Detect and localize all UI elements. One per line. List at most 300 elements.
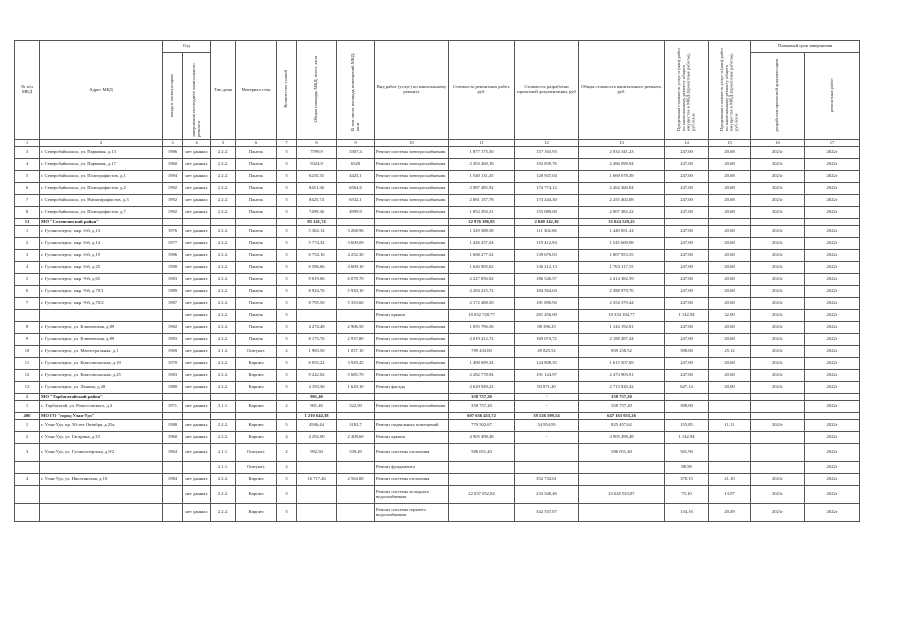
header-total-cost: Общая стоимость капитального ремонта, руб. (579, 41, 665, 140)
table-cell: 6564,6 (337, 183, 375, 195)
table-cell: 2 019 412,72 (449, 334, 515, 346)
table-cell: 2021г (751, 420, 805, 432)
table-cell: 1 210 644,38 (297, 413, 337, 420)
table-cell: Ремонт подвальных помещений (375, 420, 449, 432)
table-cell: 1986 (163, 147, 183, 159)
table-cell: 6 754,16 (297, 250, 337, 262)
table-cell (183, 413, 211, 420)
table-cell: 539,20 (337, 444, 375, 462)
table-cell: 2.2.2. (211, 370, 236, 382)
table-cell: 1980 (163, 382, 183, 394)
table-cell: 2022г (805, 262, 860, 274)
table-row (15, 298, 860, 310)
table-cell: 2022г (805, 298, 860, 310)
table-cell: 4 193,36 (297, 382, 337, 394)
table-cell: 32 976 386,95 (449, 219, 515, 226)
table-cell: 247,00 (665, 238, 709, 250)
table-cell: 20,68 (709, 147, 751, 159)
table-cell: 1983 (163, 274, 183, 286)
table-cell: 6 (15, 286, 40, 298)
table-cell: 1986 (163, 250, 183, 262)
table-cell: 358 757,20 (449, 394, 515, 401)
table-cell: 20,00 (709, 382, 751, 394)
table-cell: 1 807 953,55 (579, 250, 665, 262)
table-cell: 2021г (751, 322, 805, 334)
table-row (15, 171, 860, 183)
table-cell: нет данных (183, 298, 211, 310)
table-cell: г. Гусиноозерск, мкр. 9-й, д.70/1 (40, 286, 163, 298)
table-cell: 186 526,57 (515, 274, 579, 286)
table-cell: 5 (277, 207, 297, 219)
column-number: 16 (751, 140, 805, 147)
table-cell: Панель (236, 195, 277, 207)
table-cell: 2022г (805, 274, 860, 286)
table-cell: 5 (277, 195, 297, 207)
table-cell: 5 (277, 334, 297, 346)
table-cell: г. Северобайкальск, ул. Полиграфистов, д.2 (40, 183, 163, 195)
table-row (15, 238, 860, 250)
table-cell: Кирпич (236, 486, 277, 504)
table-cell: 5 333,60 (337, 298, 375, 310)
group-total-row (15, 394, 860, 401)
table-cell: 13 (15, 382, 40, 394)
table-cell: 6 586,66 (297, 262, 337, 274)
table-cell: 1976 (163, 226, 183, 238)
table-cell: 5 (15, 274, 40, 286)
table-cell: 2.2.2. (211, 358, 236, 370)
column-number: 15 (709, 140, 751, 147)
table-cell (751, 394, 805, 401)
table-cell: 169 074,72 (515, 334, 579, 346)
table-cell: 2022г (805, 462, 860, 474)
table-cell: нет данных (183, 183, 211, 195)
table-cell (337, 504, 375, 522)
table-cell: 1 545 669,98 (579, 238, 665, 250)
table-cell: 9 019,66 (297, 274, 337, 286)
table-cell: 2022г (805, 238, 860, 250)
table-cell: нет данных (183, 420, 211, 432)
table-cell: Оштукат. (236, 346, 277, 358)
table-cell: Ремонт системы электроснабжения (375, 401, 449, 413)
column-number: 6 (236, 140, 277, 147)
table-row (15, 382, 860, 394)
table-cell: 2021г (751, 262, 805, 274)
table-cell: - (515, 432, 579, 444)
table-cell: 8425,74 (297, 195, 337, 207)
table-cell (337, 219, 375, 226)
table-cell: 5 (277, 486, 297, 504)
table-cell: 2 255 402,08 (579, 195, 665, 207)
table-cell: Панель (236, 274, 277, 286)
table-cell: 20,68 (709, 286, 751, 298)
group-total-row (15, 413, 860, 420)
header-floors: Количество этажей (277, 41, 297, 140)
table-cell: 2022г (805, 346, 860, 358)
table-cell: 4 (277, 432, 297, 444)
table-cell: Оштукат. (236, 462, 277, 474)
table-cell: 607 636 455,72 (449, 413, 515, 420)
table-cell: 136 212,13 (515, 262, 579, 274)
table-cell: 2022г (805, 504, 860, 522)
table-cell: г. Гусиноозерск, мкр. 9-й, д.70/2 (40, 298, 163, 310)
table-cell: 2 629 949,22 (449, 382, 515, 394)
table-cell: нет данных (183, 195, 211, 207)
table-cell: 3.1.1. (211, 401, 236, 413)
table-cell: Оштукат. (236, 444, 277, 462)
table-cell: 5 (277, 262, 297, 274)
table-cell: 2 034 341,23 (579, 147, 665, 159)
table-cell: 2 188 487,44 (579, 334, 665, 346)
table-header (15, 41, 860, 140)
table-cell (40, 462, 163, 474)
table-cell: 35 024 529,25 (579, 219, 665, 226)
table-row (15, 462, 860, 474)
table-cell (805, 413, 860, 420)
table-cell: Панель (236, 310, 277, 322)
table-cell: 2021г (751, 310, 805, 322)
table-cell: 5 685,70 (337, 370, 375, 382)
table-cell: 2021г (751, 382, 805, 394)
table-cell: 157 165,93 (515, 147, 579, 159)
table-cell: 8 924,76 (297, 286, 337, 298)
table-cell: 5 (277, 274, 297, 286)
table-cell (515, 444, 579, 462)
table-cell: Кирпич (236, 432, 277, 444)
table-cell: 2021г (751, 171, 805, 183)
table-cell: Кирпич (236, 358, 277, 370)
table-cell: 128 947,04 (515, 171, 579, 183)
table-cell: 5 930,10 (337, 286, 375, 298)
table-cell: 191 124,97 (515, 370, 579, 382)
column-number: 11 (449, 140, 515, 147)
table-cell: 247,00 (665, 286, 709, 298)
table-cell: 2 262 260,04 (579, 183, 665, 195)
table-cell: Ремонт системы электроснабжения (375, 346, 449, 358)
table-row (15, 334, 860, 346)
table-cell (751, 462, 805, 474)
table-cell: 22 037 052,84 (449, 486, 515, 504)
column-number: 2 (40, 140, 163, 147)
table-cell: Ремонт системы отопления (375, 444, 449, 462)
table-cell: 20,68 (709, 207, 751, 219)
table-cell (751, 432, 805, 444)
table-cell: 1 (15, 226, 40, 238)
table-cell: - (515, 394, 579, 401)
table-cell: 2022г (805, 310, 860, 322)
table-cell: 13 (15, 219, 40, 226)
table-cell: Ремонт фасада (375, 382, 449, 394)
table-cell: 5 (15, 171, 40, 183)
table-cell: 1977 (163, 238, 183, 250)
table-cell: 1 142,94 (665, 432, 709, 444)
table-cell: 1 (15, 394, 40, 401)
table-cell: 2022г (805, 183, 860, 195)
table-cell: 20,68 (709, 159, 751, 171)
table-cell: нет данных (183, 322, 211, 334)
table-row (15, 195, 860, 207)
table-cell: нет данных (183, 147, 211, 159)
table-cell: 184 564,04 (515, 286, 579, 298)
table-cell: 20,68 (709, 370, 751, 382)
table-cell: Панель (236, 207, 277, 219)
table-cell: МО "Селенгинский район" (40, 219, 163, 226)
table-cell: 247,00 (665, 250, 709, 262)
table-cell: 10 052 728,77 (449, 310, 515, 322)
table-cell: 1 144 192,81 (579, 322, 665, 334)
header-limit-cost-2: Предельная стоимость услуг и (или) работ по капитальному ремонту общего имущества в МКД (проектные работы), руб./кв.м (709, 41, 751, 140)
table-cell: 3 268,96 (337, 226, 375, 238)
table-cell: 247,00 (665, 334, 709, 346)
header-deadline-design: разработки проектной документации (751, 53, 805, 140)
table-cell: 2 172 488,50 (449, 298, 515, 310)
table-cell: 5 382,14 (297, 226, 337, 238)
group-total-row (15, 219, 860, 226)
table-cell: Ремонт системы электроснабжения (375, 159, 449, 171)
table-cell: 1 037,10 (337, 346, 375, 358)
table-cell: 342 537,07 (515, 504, 579, 522)
table-cell: 2.2.2. (211, 226, 236, 238)
table-cell: 522,50 (337, 401, 375, 413)
table-cell: 2 081 157,78 (449, 195, 515, 207)
table-cell: 2 227 856,02 (449, 274, 515, 286)
table-cell: 2021г (751, 195, 805, 207)
table-cell: 2022г (805, 195, 860, 207)
table-row (15, 310, 860, 322)
table-cell: 1 669 078,49 (579, 171, 665, 183)
table-cell: 901,40 (297, 401, 337, 413)
table-cell: 2022г (805, 207, 860, 219)
table-cell: 1989 (163, 286, 183, 298)
table-cell: Панель (236, 238, 277, 250)
table-row (15, 207, 860, 219)
table-cell: 1 877 175,30 (449, 147, 515, 159)
table-cell: 1987 (163, 298, 183, 310)
table-cell: г. Улан-Удэ, пр. 50-лет Октября, д.25а (40, 420, 163, 432)
table-cell: 1 440 691,24 (579, 226, 665, 238)
table-cell: 406 (15, 413, 40, 420)
table-cell: 901,40 (297, 394, 337, 401)
table-cell: г. Северобайкальск, ул. Полиграфистов, д.1 (40, 171, 163, 183)
table-cell: 2.1.2. (211, 346, 236, 358)
table-cell (579, 462, 665, 474)
table-cell: Ремонт крыши (375, 432, 449, 444)
table-cell (40, 486, 163, 504)
table-cell: 2 496 099,94 (579, 159, 665, 171)
table-cell (236, 219, 277, 226)
table-cell: 2022г (805, 432, 860, 444)
table-cell: 1 615 507,69 (579, 358, 665, 370)
table-cell: г. Гусиноозерск, мкр. 6-й, д.25 (40, 262, 163, 274)
table-cell (163, 462, 183, 474)
table-cell (15, 486, 40, 504)
table-cell: 247,00 (665, 358, 709, 370)
column-number: 13 (579, 140, 665, 147)
table-cell: Ремонт фундамента (375, 462, 449, 474)
header-row-number: № п/п МКД (15, 41, 40, 140)
table-cell: Панель (236, 262, 277, 274)
table-cell (40, 504, 163, 522)
table-cell: 9 242,02 (297, 370, 337, 382)
table-cell: 9 (15, 334, 40, 346)
table-cell: 1 983,50 (297, 346, 337, 358)
table-cell: 4 292,00 (297, 432, 337, 444)
table-cell: 247,00 (665, 159, 709, 171)
table-cell: 13,97 (709, 486, 751, 504)
table-cell: 398,00 (665, 401, 709, 413)
table-cell: МО "Тарбагатайский район" (40, 394, 163, 401)
table-cell: Ремонт системы электроснабжения (375, 358, 449, 370)
column-number: 12 (515, 140, 579, 147)
column-number: 8 (297, 140, 337, 147)
table-cell: 9324,9 (297, 159, 337, 171)
table-cell (449, 474, 515, 486)
table-cell (183, 219, 211, 226)
table-cell: 2021г (751, 238, 805, 250)
table-cell: 2021г (751, 298, 805, 310)
table-cell (15, 462, 40, 474)
table-cell: 5 (277, 474, 297, 486)
table-row (15, 432, 860, 444)
table-cell: 2021г (751, 226, 805, 238)
table-cell: 174 774,12 (515, 183, 579, 195)
table-cell: 3 (15, 444, 40, 462)
table-cell: 2.2.2. (211, 474, 236, 486)
table-cell: 5 (277, 226, 297, 238)
table-row (15, 504, 860, 522)
table-cell: г. Северобайкальск, ул. Нипигирафистов, д.3 (40, 195, 163, 207)
table-cell: 20,68 (709, 238, 751, 250)
table-cell: 247,00 (665, 226, 709, 238)
header-wall-material: Материал стен (236, 41, 277, 140)
table-cell: нет данных (183, 444, 211, 462)
table-cell: 247,00 (665, 183, 709, 195)
table-cell: нет данных (183, 310, 211, 322)
table-cell (297, 310, 337, 322)
table-cell: 20,68 (709, 334, 751, 346)
table-cell: Ремонт системы отопления (375, 474, 449, 486)
table-cell: 6 (15, 183, 40, 195)
table-cell: 5 (277, 310, 297, 322)
table-cell: 8 (15, 322, 40, 334)
table-cell (163, 310, 183, 322)
table-cell: г. Гусиноозерск, мкр. 9-й, д.65 (40, 274, 163, 286)
table-cell (579, 504, 665, 522)
table-cell: 2022г (805, 334, 860, 346)
table-cell: 1 852 293,31 (449, 207, 515, 219)
table-cell: 2.2.2. (211, 238, 236, 250)
table-cell: 2022г (805, 358, 860, 370)
table-cell: 1 620,10 (337, 382, 375, 394)
table-cell: Панель (236, 322, 277, 334)
table-cell: 5 (277, 183, 297, 195)
table-cell: 155,85 (665, 420, 709, 432)
table-cell: 2 048 142,30 (515, 219, 579, 226)
table-cell: 11,11 (709, 420, 751, 432)
table-cell: 1992 (163, 207, 183, 219)
table-cell: 5307,4 (337, 147, 375, 159)
table-cell: 2.2.2. (211, 171, 236, 183)
table-cell (375, 394, 449, 401)
table-cell (15, 504, 40, 522)
table-cell: 2022г (805, 250, 860, 262)
table-cell: 5 (277, 147, 297, 159)
table-cell (163, 219, 183, 226)
table-row (15, 250, 860, 262)
table-cell: 6235,35 (297, 171, 337, 183)
table-cell: Панель (236, 183, 277, 195)
table-cell: 49 825,52 (515, 346, 579, 358)
table-cell: Ремонт крыши (375, 310, 449, 322)
header-deadline-group: Плановый срок завершения (751, 41, 860, 53)
table-cell: 25,12 (709, 346, 751, 358)
table-cell: нет данных (183, 401, 211, 413)
table-cell (709, 462, 751, 474)
table-cell: Кирпич (236, 370, 277, 382)
table-cell: 32,00 (709, 310, 751, 322)
table-cell (277, 219, 297, 226)
table-cell (337, 462, 375, 474)
table-cell (449, 462, 515, 474)
table-cell (375, 219, 449, 226)
table-cell: 2022г (805, 159, 860, 171)
table-row (15, 159, 860, 171)
table-cell (337, 310, 375, 322)
table-cell: Панель (236, 147, 277, 159)
table-cell: 5 (277, 171, 297, 183)
table-cell: г. Гусиноозерск, ул. Магистральная, д.1 (40, 346, 163, 358)
table-row (15, 274, 860, 286)
table-cell: Панель (236, 226, 277, 238)
header-premises-area: В том числе площадь помещений МКД, кв.м (337, 41, 375, 140)
table-cell: 8 (15, 207, 40, 219)
table-cell: 2.2.2. (211, 382, 236, 394)
table-cell: Панель (236, 171, 277, 183)
table-cell: 2 408,60 (337, 432, 375, 444)
table-cell: 1 626 905,02 (449, 262, 515, 274)
table-cell: 5 (277, 358, 297, 370)
table-cell: 85 141,74 (297, 219, 337, 226)
table-cell (579, 474, 665, 486)
table-cell: Ремонт системы электроснабжения (375, 274, 449, 286)
column-number: 7 (277, 140, 297, 147)
table-cell: 4 (15, 159, 40, 171)
table-cell: с. Тарбагатай, ул. Рокоссовского, д.3 (40, 401, 163, 413)
table-cell: 247,00 (665, 322, 709, 334)
table-cell (297, 462, 337, 474)
table-cell: 2021г (751, 346, 805, 358)
table-cell: г. Гусиноозерск, ул. Ключевская, д.89 (40, 322, 163, 334)
table-cell: 501,90 (665, 444, 709, 462)
table-cell: 5 (277, 382, 297, 394)
table-cell (236, 394, 277, 401)
table-cell: 2.2.2. (211, 183, 236, 195)
table-cell (709, 413, 751, 420)
table-cell: 2.2.2. (211, 334, 236, 346)
table-cell: 770 502,67 (449, 420, 515, 432)
table-cell: 2.2.2. (211, 432, 236, 444)
table-cell: 4946,44 (297, 420, 337, 432)
table-cell: 4 609,10 (337, 262, 375, 274)
table-cell: 2.2.2. (211, 195, 236, 207)
table-cell: Ремонт системы электроснабжения (375, 171, 449, 183)
table-cell: 4 274,48 (297, 322, 337, 334)
table-cell: 5 (277, 322, 297, 334)
table-cell: 4 905 498,48 (449, 432, 515, 444)
table-cell: 2 (277, 462, 297, 474)
table-cell: 352 734,61 (515, 474, 579, 486)
table-cell: нет данных (183, 486, 211, 504)
table-cell: 20,68 (709, 274, 751, 286)
